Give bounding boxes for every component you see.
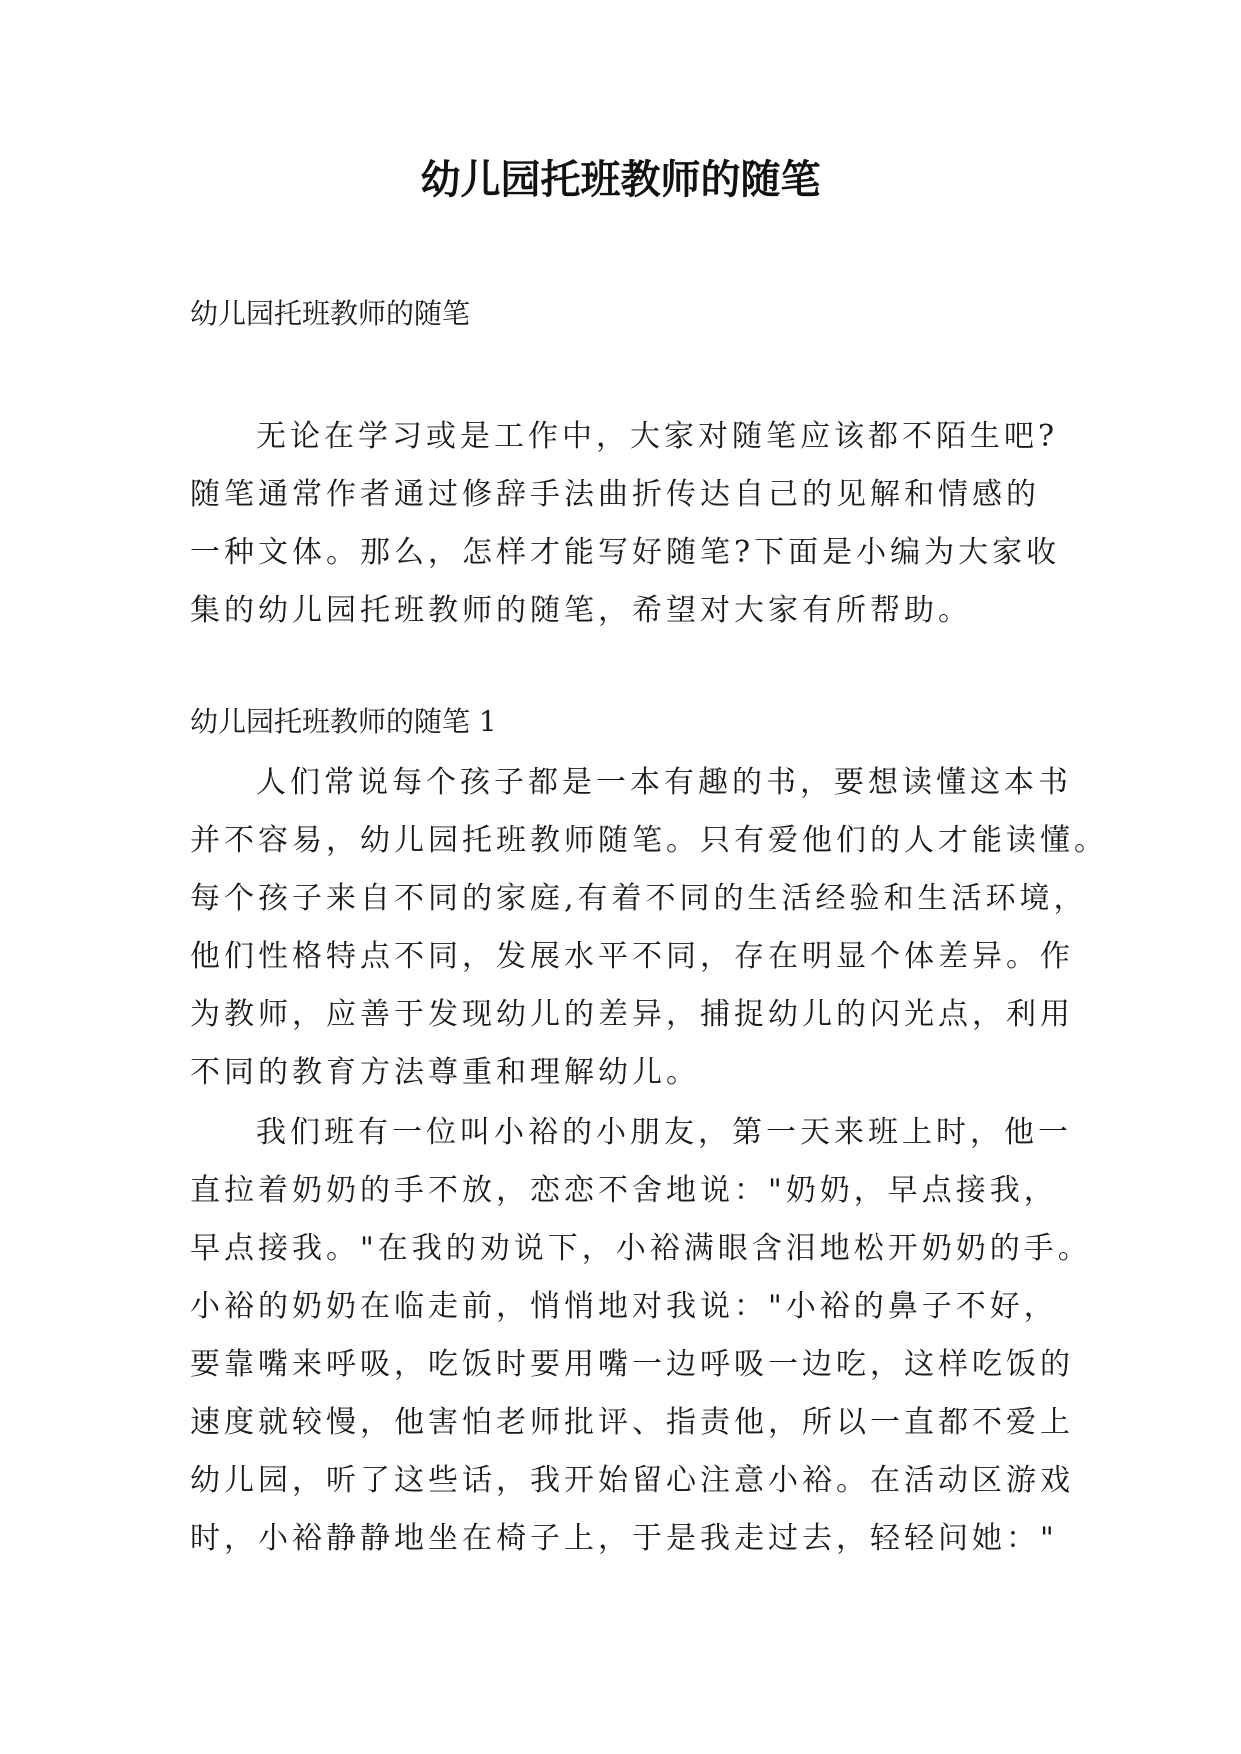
- document-subtitle: 幼儿园托班教师的随笔: [190, 297, 471, 330]
- paragraph-line: 要靠嘴来呼吸，吃饭时要用嘴一边呼吸一边吃，这样吃饭的: [190, 1347, 1074, 1382]
- intro-line: 无论在学习或是工作中，大家对随笔应该都不陌生吧?: [256, 419, 1059, 454]
- paragraph-line: 并不容易，幼儿园托班教师随笔。只有爱他们的人才能读懂。: [190, 823, 1108, 858]
- paragraph-line: 时，小裕静静地坐在椅子上，于是我走过去，轻轻问她：": [190, 1521, 1058, 1556]
- paragraph-line: 速度就较慢，他害怕老师批评、指责他，所以一直都不爱上: [190, 1405, 1074, 1440]
- paragraph-line: 我们班有一位叫小裕的小朋友，第一天来班上时，他一: [256, 1115, 1072, 1150]
- intro-line: 集的幼儿园托班教师的随笔，希望对大家有所帮助。: [190, 593, 972, 628]
- body-paragraph-2: [190, 1104, 1092, 1568]
- paragraph-line: 他们性格特点不同，发展水平不同，存在明显个体差异。作: [190, 939, 1074, 974]
- body-paragraph-1: [190, 754, 1108, 1102]
- intro-line: 随笔通常作者通过修辞手法曲折传达自己的见解和情感的: [190, 477, 1040, 512]
- section-heading: 幼儿园托班教师的随笔 1: [190, 705, 497, 738]
- paragraph-line: 小裕的奶奶在临走前，悄悄地对我说："小裕的鼻子不好，: [190, 1289, 1058, 1324]
- intro-paragraph: [190, 408, 1060, 640]
- intro-line: 一种文体。那么，怎样才能写好随笔?下面是小编为大家收: [190, 535, 1061, 570]
- document-title: 幼儿园托班教师的随笔: [420, 157, 821, 203]
- paragraph-line: 幼儿园，听了这些话，我开始留心注意小裕。在活动区游戏: [190, 1463, 1074, 1498]
- paragraph-line: 直拉着奶奶的手不放，恋恋不舍地说："奶奶，早点接我，: [190, 1173, 1058, 1208]
- paragraph-line: 人们常说每个孩子都是一本有趣的书，要想读懂这本书: [256, 765, 1072, 800]
- paragraph-line: 早点接我。"在我的劝说下，小裕满眼含泪地松开奶奶的手。: [190, 1231, 1092, 1266]
- paragraph-line: 每个孩子来自不同的家庭,有着不同的生活经验和生活环境，: [190, 881, 1088, 916]
- paragraph-line: 不同的教育方法尊重和理解幼儿。: [190, 1055, 700, 1090]
- paragraph-line: 为教师，应善于发现幼儿的差异，捕捉幼儿的闪光点，利用: [190, 997, 1074, 1032]
